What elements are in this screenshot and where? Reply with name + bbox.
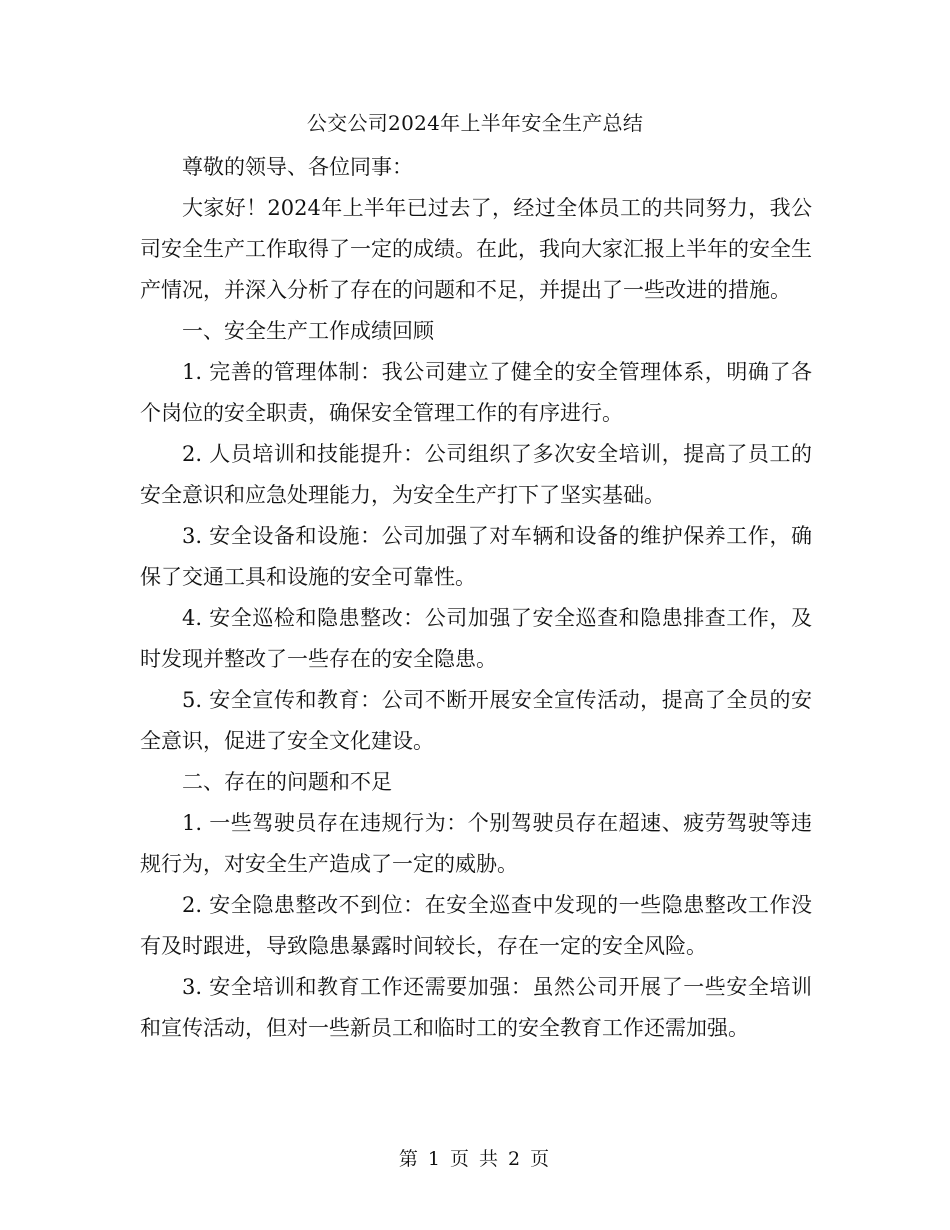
achievement-item-1: 1. 完善的管理体制：我公司建立了健全的安全管理体系，明确了各个岗位的安全职责，确保安全管理工作的有序进行。 — [140, 360, 812, 425]
achievement-item-2: 2. 人员培训和技能提升：公司组织了多次安全培训，提高了员工的安全意识和应急处理能力，为安全生产打下了坚实基础。 — [140, 442, 812, 507]
problem-item-1: 1. 一些驾驶员存在违规行为：个别驾驶员存在超速、疲劳驾驶等违规行为，对安全生产造成了一定的威胁。 — [140, 811, 812, 876]
document-body — [140, 147, 812, 1049]
achievement-item-5: 5. 安全宣传和教育：公司不断开展安全宣传活动，提高了全员的安全意识，促进了安全文化建设。 — [140, 688, 812, 753]
page-footer: 第 1 页 共 2 页 — [398, 1148, 552, 1170]
problem-item-2: 2. 安全隐患整改不到位：在安全巡查中发现的一些隐患整改工作没有及时跟进，导致隐患暴露时间较长，存在一定的安全风险。 — [140, 893, 812, 958]
greeting-paragraph: 尊敬的领导、各位同事： — [182, 155, 413, 179]
achievement-item-3: 3. 安全设备和设施：公司加强了对车辆和设备的维护保养工作，确保了交通工具和设施的安全可靠性。 — [140, 524, 812, 589]
document-title: 公交公司2024年上半年安全生产总结 — [306, 111, 644, 135]
achievement-item-4: 4. 安全巡检和隐患整改：公司加强了安全巡查和隐患排查工作，及时发现并整改了一些存在的安全隐患。 — [140, 606, 812, 671]
section-heading-problems: 二、存在的问题和不足 — [182, 770, 392, 794]
section-heading-achievements: 一、安全生产工作成绩回顾 — [182, 319, 434, 343]
problem-item-3: 3. 安全培训和教育工作还需要加强：虽然公司开展了一些安全培训和宣传活动，但对一些新员工和临时工的安全教育工作还需加强。 — [140, 975, 812, 1040]
intro-paragraph: 大家好！2024年上半年已过去了，经过全体员工的共同努力，我公司安全生产工作取得了一定的成绩。在此，我向大家汇报上半年的安全生产情况，并深入分析了存在的问题和不足，并提出了一些改进的措施。 — [140, 196, 812, 302]
